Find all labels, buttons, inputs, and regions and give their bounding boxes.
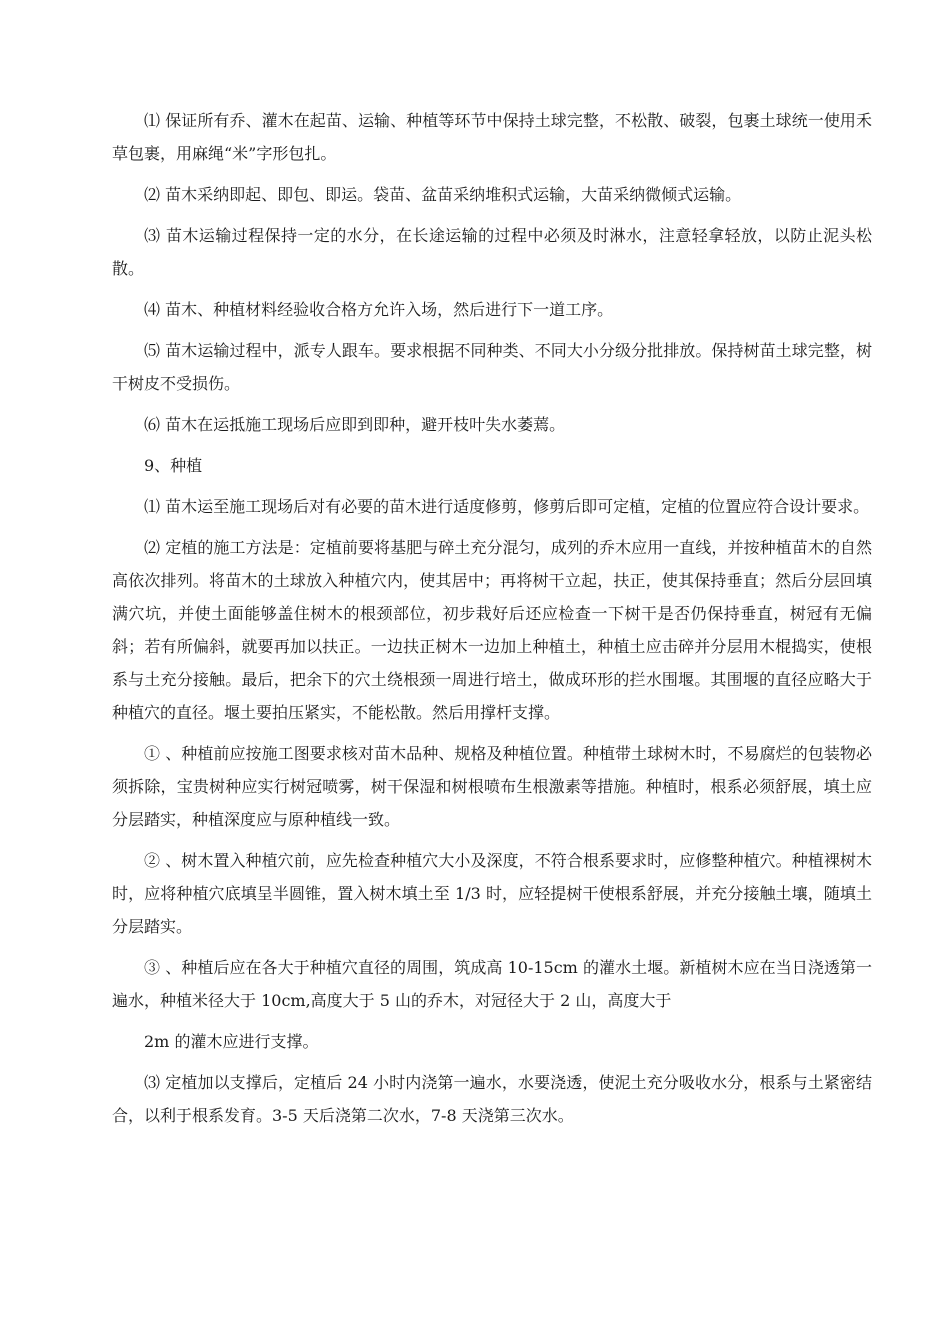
paragraph-5: ⑸ 苗木运输过程中，派专人跟车。要求根据不同种类、不同大小分级分批排放。保持树苗土球完整，树干树皮不受损伤。 bbox=[112, 341, 872, 393]
paragraph-11: ③ 、种植后应在各大于种植穴直径的周围，筑成高 10-15cm 的灌水土堰。新植树木应在当日浇透第一遍水，种植米径大于 10cm,高度大于 5 山的乔木，对冠径大于 2 山，高度大于 bbox=[112, 958, 872, 1010]
paragraph-2: ⑵ 苗木采纳即起、即包、即运。袋苗、盆苗采纳堆积式运输，大苗采纳微倾式运输。 bbox=[144, 185, 742, 204]
paragraph-3: ⑶ 苗木运输过程保持一定的水分，在长途运输的过程中必须及时淋水，注意轻拿轻放，以防止泥头松散。 bbox=[112, 226, 872, 278]
paragraph-6: ⑹ 苗木在运抵施工现场后应即到即种，避开枝叶失水萎蔫。 bbox=[144, 415, 566, 434]
paragraph-1: ⑴ 保证所有乔、灌木在起苗、运输、种植等环节中保持土球完整，不松散、破裂，包裹土球统一使用禾草包裹，用麻绳“米”字形包扎。 bbox=[112, 111, 872, 163]
paragraph-9: ① 、种植前应按施工图要求核对苗木品种、规格及种植位置。种植带土球树木时，不易腐烂的包装物必须拆除，宝贵树种应实行树冠喷雾，树干保湿和树根喷布生根激素等措施。种植时，根系必须舒展，填土应分层踏实，种植深度应与原种植线一致。 bbox=[112, 744, 872, 829]
paragraph-8: ⑵ 定植的施工方法是：定植前要将基肥与碎土充分混匀，成列的乔木应用一直线，并按种植苗木的自然高依次排列。将苗木的土球放入种植穴内，使其居中；再将树干立起，扶正，使其保持垂直；然后分层回填满穴坑，并使土面能够盖住树木的根颈部位，初步栽好后还应检查一下树干是否仍保持垂直，树冠有无偏斜；若有所偏斜，就要再加以扶正。一边扶正树木一边加上种植土，种植土应击碎并分层用木棍捣实，使根系与土充分接触。最后，把余下的穴土绕根颈一周进行培土，做成环形的拦水围堰。其围堰的直径应略大于种植穴的直径。堰土要拍压紧实，不能松散。然后用撑杆支撑。 bbox=[112, 538, 872, 722]
paragraph-12: ⑶ 定植加以支撑后，定植后 24 小时内浇第一遍水，水要浇透，使泥土充分吸收水分，根系与土紧密结合，以利于根系发育。3-5 天后浇第二次水，7-8 天浇第三次水。 bbox=[112, 1073, 872, 1125]
paragraph-4: ⑷ 苗木、种植材料经验收合格方允许入场，然后进行下一道工序。 bbox=[144, 300, 614, 319]
section-heading: 9、种植 bbox=[144, 456, 203, 475]
paragraph-10: ② 、树木置入种植穴前，应先检查种植穴大小及深度，不符合根系要求时，应修整种植穴。种植裸树木时，应将种植穴底填呈半圆锥，置入树木填土至 1/3 时，应轻提树干使根系舒展，并充分接触土壤，随填土分层踏实。 bbox=[112, 851, 872, 936]
paragraph-11-continuation: 2m 的灌木应进行支撑。 bbox=[144, 1032, 319, 1051]
document-body bbox=[112, 104, 872, 1140]
paragraph-7: ⑴ 苗木运至施工现场后对有必要的苗木进行适度修剪，修剪后即可定植，定植的位置应符合设计要求。 bbox=[144, 497, 870, 516]
